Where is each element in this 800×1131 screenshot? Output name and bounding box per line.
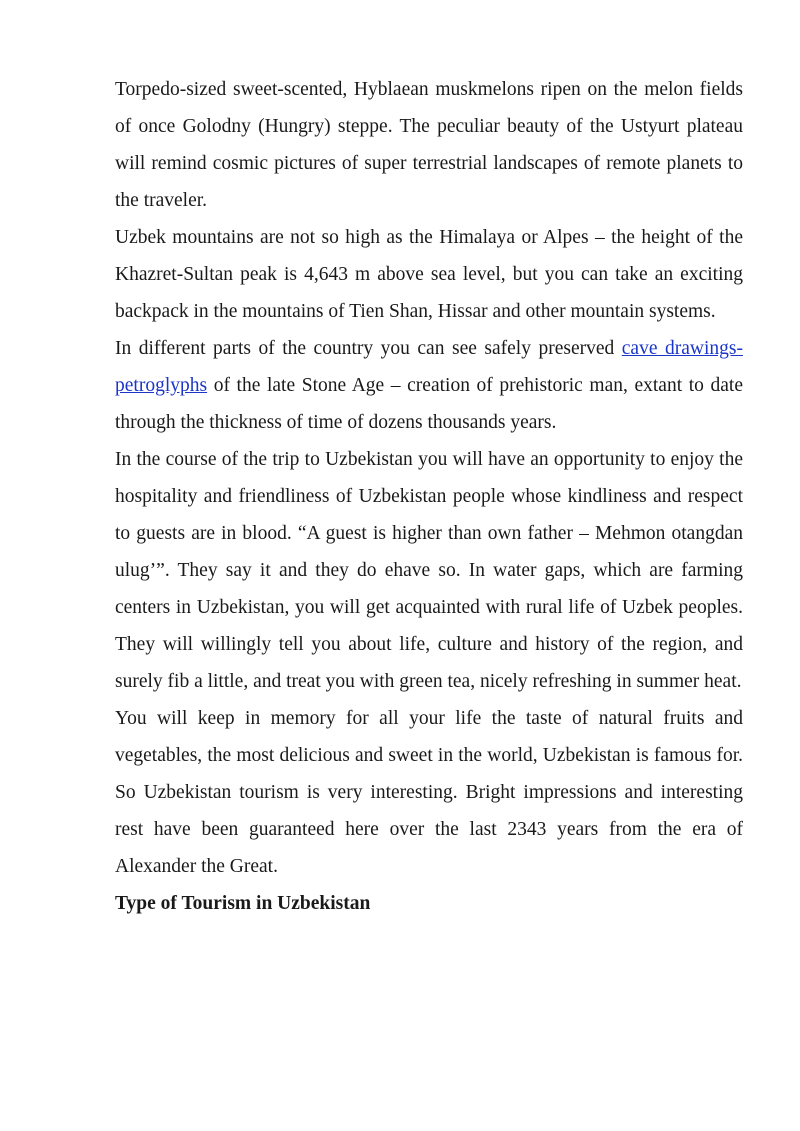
paragraph-text-after-link: of the late Stone Age – creation of prehistoric man, extant to date through the thickness of time of dozens thousands years. xyxy=(115,375,743,433)
document-page xyxy=(115,71,743,922)
paragraph-petroglyphs xyxy=(115,330,743,441)
cave-drawings-link[interactable]: cave drawings-petroglyphs xyxy=(115,338,743,396)
paragraph-fruits: You will keep in memory for all your life the taste of natural fruits and vegetables, the most delicious and sweet in the world, Uzbekistan is famous for. So Uzbekistan tourism is very interesting. Bright impressions and interesting rest have been guaranteed here over the last 2343 years from the era of Alexander the Great. xyxy=(115,708,743,877)
paragraph-mountains: Uzbek mountains are not so high as the Himalaya or Alpes – the height of the Khazret-Sultan peak is 4,643 m above sea level, but you can take an exciting backpack in the mountains of Tien Shan, Hissar and other mountain systems. xyxy=(115,227,743,322)
paragraph-melons: Torpedo-sized sweet-scented, Hyblaean muskmelons ripen on the melon fields of once Golodny (Hungry) steppe. The peculiar beauty of the Ustyurt plateau will remind cosmic pictures of super terrestrial landscapes of remote planets to the traveler. xyxy=(115,79,743,211)
paragraph-text-before-link: In different parts of the country you can see safely preserved xyxy=(115,338,622,359)
section-heading: Type of Tourism in Uzbekistan xyxy=(115,893,371,914)
paragraph-hospitality: In the course of the trip to Uzbekistan you will have an opportunity to enjoy the hospitality and friendliness of Uzbekistan people whose kindliness and respect to guests are in blood. “A guest is higher than own father – Mehmon otangdan ulug’”. They say it and they do ehave so. In water gaps, which are farming centers in Uzbekistan, you will get acquainted with rural life of Uzbek peoples. They will willingly tell you about life, culture and history of the region, and surely fib a little, and treat you with green tea, nicely refreshing in summer heat. xyxy=(115,449,743,692)
